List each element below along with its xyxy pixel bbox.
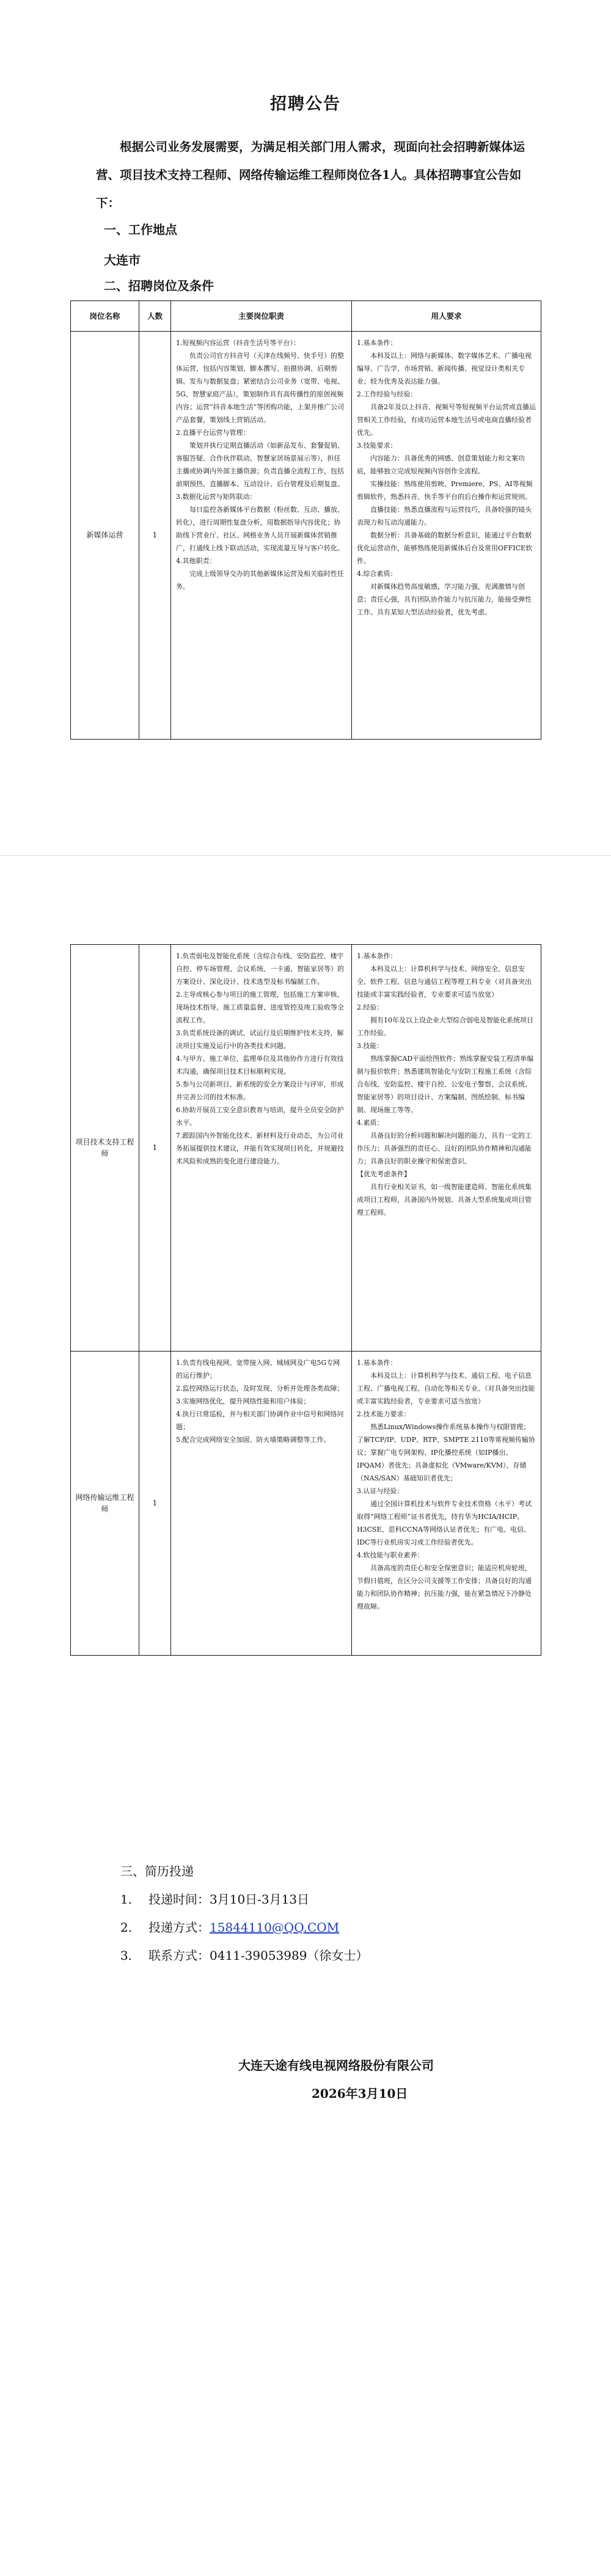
req-line: 本科及以上：计算机科学与技术、网络安全、信息安全、软件工程、信息与通信工程等理工科专业（对具备突出技能或丰富实践经验者，专业要求可适当放宽） (357, 965, 532, 999)
req-line: 内容能力：具备优秀的网感、创意策划能力和文案功底，能够独立完成短视频内容创作全流程。 (357, 454, 525, 475)
req-line: 4.软技能与职业素养： (357, 1551, 424, 1559)
duty-line: 5.参与公司新项目、新系统的安全方案设计与评审，形成并完善公司的技术标准。 (176, 1080, 344, 1101)
header-reqs: 用人要求 (352, 301, 541, 332)
req-line: 【优先考虑条件】 (357, 1170, 411, 1178)
duty-line: 3.实施网络优化，提升网络性能和用户体验； (176, 1397, 310, 1405)
duty-line: 3.负责系统设备的调试、试运行及后期维护技术支持，解决项目实施及运行中的各类技术问题。 (176, 1029, 344, 1050)
post-duties (171, 332, 352, 740)
req-line: 对新媒体趋势高度敏感，学习能力强，充满激情与创意；责任心强，具有团队协作能力与抗压能力，能接受弹性工作。具有某知大型活动经验者，优先考虑。 (357, 583, 532, 616)
table-row (71, 332, 541, 740)
duty-line: 负责公司官方抖音号（天津在线频号、快手号）的整体运营，包括内容策划、脚本撰写、拍摄协调、后期剪辑、发布与数据复盘；紧密结合公司业务（宽带、电视、5G、智慧家庭产品），策划制作具有高传播性的原创视频内容；运营“抖音本地生活”等团购功能，上架并推广公司产品套餐，策划线上营销活动。 (176, 352, 345, 424)
item-number: 1. (120, 1892, 133, 1907)
duty-line: 策划并执行定期直播活动（如新品发布、套餐促销、客服答疑、合作伙伴联动、智慧家居场景展示等），担任主播或协调内外部主播资源；负责直播全流程工作，包括前期预热、直播脚本、互动设计、后台管理及后期复盘。 (176, 442, 344, 488)
duty-line: 4.执行日常巡检，并与相关部门协调作业中信号和网络问题； (176, 1410, 344, 1431)
req-line: 本科及以上：计算机科学与技术、通信工程、电子信息工程、广播电视工程、自动化等相关专业。（对具备突出技能或丰富实践经验者，专业要求可适当放宽） (357, 1372, 535, 1405)
post-duties (171, 945, 352, 1352)
duty-line: 2.主导或核心参与项目的施工管理，包括施工方案审核、现场技术指导、施工质量监督、进度管控及竣工验收等全流程工作。 (176, 991, 344, 1024)
resume-item-contact (120, 1946, 368, 1963)
post-requirements (352, 1352, 541, 1656)
duty-line: 每日监控各新媒体平台数据（粉丝数、互动、播放、转化），进行周期性复盘分析，用数据指导内容优化；协助线下营业厅、社区、网格业务人员开展新媒体营销推广，打通线上线下联动活动，实现流量互导与客户转化。 (176, 506, 344, 552)
section-heading-positions: 二、招聘岗位及条件 (104, 278, 214, 293)
post-requirements (352, 945, 541, 1352)
table-row (71, 1352, 541, 1656)
signature-date: 2026年3月10日 (312, 2086, 408, 2101)
req-line: 4.素质： (357, 1119, 384, 1127)
item-label: 投递方式： (148, 1920, 210, 1935)
item-value: 3月10日-3月13日 (210, 1892, 310, 1907)
positions-table-part-2 (70, 944, 541, 1656)
header-duties: 主要岗位职责 (171, 301, 352, 332)
section-heading-work-location: 一、工作地点 (104, 222, 177, 237)
duty-line: 2.监控网络运行状态，及时发现、分析并处理各类故障； (176, 1384, 344, 1392)
req-line: 实操技能：熟练使用剪映、Premiere、PS、AI等视频剪辑软件，熟悉抖音、快手等平台的后台操作和运营规则。 (357, 480, 533, 501)
post-name: 项目技术支持工程师 (71, 945, 139, 1352)
email-link[interactable]: 15844110@QQ.COM (210, 1920, 340, 1935)
resume-item-time (120, 1890, 309, 1907)
table-row (71, 945, 541, 1352)
item-label: 投递时间： (148, 1892, 210, 1907)
req-line: 具有行业相关证书，如一级智能建造师、智能化系统集成项目工程师，具备国内外规划、具备大型系统集成项目管理工程师。 (357, 1183, 532, 1217)
duty-line: 6.协助开展员工安全意识教育与培训，提升全员安全防护水平。 (176, 1106, 344, 1127)
duty-line: 4.其他职责： (176, 557, 216, 565)
table-header-row (71, 301, 541, 332)
duty-line: 5.配合完成网络安全加固、防火墙策略调整等工作。 (176, 1436, 331, 1444)
req-line: 1.基本条件： (357, 339, 397, 347)
duty-line: 4.与甲方、施工单位、监理单位及其他协作方进行有效技术沟通，确保项目技术目标顺利实现。 (176, 1055, 344, 1075)
req-line: 1.基本条件： (357, 952, 397, 960)
item-value: 0411-39053989（徐女士） (210, 1948, 368, 1963)
intro-paragraph: 根据公司业务发展需要，为满足相关部门用人需求，现面向社会招聘新媒体运营、项目技术支持工程师、网络传输运维工程师岗位各1人。具体招聘事宜公告如下： (96, 140, 525, 210)
work-location-value: 大连市 (104, 253, 141, 267)
req-line: 熟悉Linux/Windows操作系统基本操作与权限管理；了解TCP/IP、UDP、RTP、SMPTE 2110等常视频传输协议；掌握广电专网架构、IP化播控系统（如IP播出、IPQAM）者优先；具备虚拟化（VMware/KVM）、存储（NAS/SAN）基础知识者优先； (357, 1423, 535, 1482)
header-post: 岗位名称 (71, 301, 139, 332)
req-line: 熟练掌握CAD平面绘图软件；熟练掌握安装工程清单编制与报价软件；熟悉建筑智能化与安防工程施工系统（含综合布线、安防监控、楼宇自控、公安电子警察、会议系统、智能家居等）的项目设计、方案编制、图纸绘制、标书编制、现场施工等等。 (357, 1055, 534, 1114)
post-name: 网络传输运维工程师 (71, 1352, 139, 1656)
req-line: 3.认证与经验： (357, 1487, 404, 1495)
post-count: 1 (139, 332, 171, 740)
resume-item-method (120, 1918, 339, 1935)
req-line: 3.技能： (357, 1042, 384, 1050)
req-line: 直播技能：熟悉直播流程与运营技巧，具备较强的镜头表现力和互动沟通能力。 (357, 506, 532, 526)
item-number: 2. (120, 1920, 133, 1935)
item-label: 联系方式： (148, 1948, 210, 1963)
duty-line: 完成上级领导交办的其他新媒体运营及相关临时性任务。 (176, 570, 344, 591)
post-count: 1 (139, 1352, 171, 1656)
req-line: 具备良好的分析问题和解决问题的能力，具有一定的工作压力；具备强烈的责任心、良好的团队协作精神和沟通能力；具备良好的职业操守和保密意识。 (357, 1132, 532, 1165)
post-duties (171, 1352, 352, 1656)
duty-line: 1.短视频内容运营（抖音生活号等平台）： (176, 339, 300, 347)
req-line: 2.工作经验与经验： (357, 390, 417, 398)
req-line: 2.技术能力要求： (357, 1410, 411, 1418)
req-line: 3.技能要求： (357, 442, 397, 449)
header-count: 人数 (139, 301, 171, 332)
req-line: 1.基本条件： (357, 1359, 397, 1367)
req-line: 具备高度的责任心和安全保密意识；能适应机房轮班，节假日值班，在区分公司支援等工作安排；具备良好的沟通能力和团队协作精神；抗压能力强，能在紧急情况下冷静处理故障。 (357, 1564, 532, 1610)
positions-table-part-1 (70, 300, 541, 740)
item-number: 3. (120, 1948, 133, 1963)
req-line: 4.综合素质： (357, 570, 397, 578)
duty-line: 3.数据化运营与矩阵联动： (176, 493, 257, 501)
req-line: 通过全国计算机技术与软件专业技术资格（水平）考试取得“网络工程师”证书者优先，持有华为HCIA/HCIP、H3CSE、思科CCNA等网络认证者优先；有广电、电信、IDC等行业机房实习或工作经验者优先。 (357, 1500, 532, 1546)
signature-company: 大连天途有线电视网络股份有限公司 (238, 2058, 434, 2073)
duty-line: 1.负责弱电及智能化系统（含综合布线、安防监控、楼宇自控、停车场管理、会议系统、一卡通、智能家居等）的方案设计、深化设计、技术选型及标书编制工作。 (176, 952, 344, 986)
req-line: 具备2年及以上抖音、视频号等短视频平台运营或直播运营相关工作经验，有成功运营本地生活号或电商直播经验者优先。 (357, 403, 536, 437)
post-requirements (352, 332, 541, 740)
req-line: 数据分析：具备基础的数据分析意识，能通过平台数据优化运营动作，能够熟练使用新媒体后台及常用OFFICE软件。 (357, 531, 533, 565)
req-line: 2.经验： (357, 1003, 384, 1011)
post-name: 新媒体运营 (71, 332, 139, 740)
duty-line: 2.直播平台运营与管理： (176, 429, 250, 437)
duty-line: 1.负责有线电视网、宽带接入网、城域网及广电5G专网的运行维护； (176, 1359, 340, 1380)
post-count: 1 (139, 945, 171, 1352)
duty-line: 7.跟踪国内外智能化技术、新材料及行业动态，为公司业务拓展提供技术建议，并能有效实现项目转化，并规避技术风险和成熟的变化进行建设能力。 (176, 1132, 344, 1165)
page-break-divider (0, 855, 611, 856)
req-line: 本科及以上：网络与新媒体、数字媒体艺术、广播电视编导、广告学、市场营销、新闻传播、视觉设计类相关专业；较为优秀及表达能力强。 (357, 352, 532, 385)
page-title: 招聘公告 (270, 95, 341, 114)
req-line: 拥有10年及以上设企业大型综合弱电及智能化系统项目工作经验。 (357, 1016, 533, 1037)
section-heading-resume: 三、简历投递 (120, 1864, 194, 1879)
